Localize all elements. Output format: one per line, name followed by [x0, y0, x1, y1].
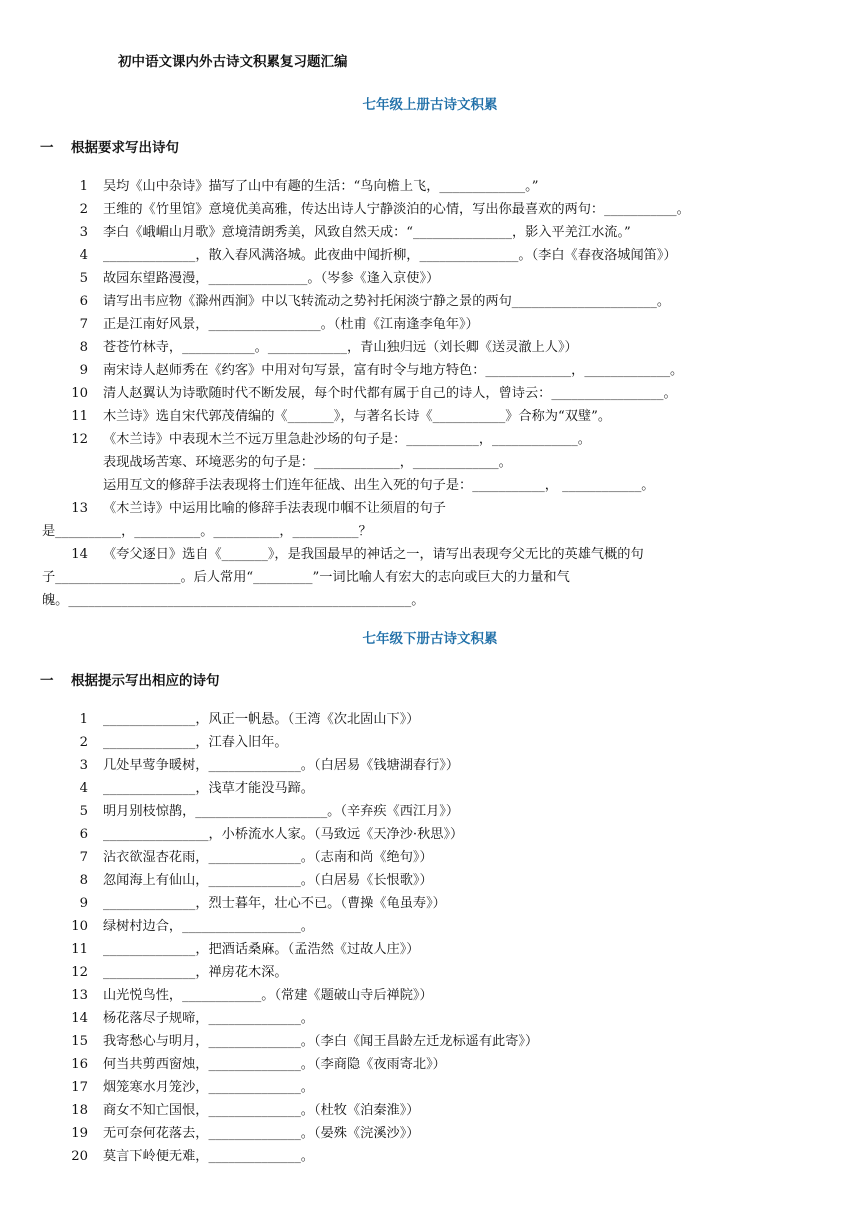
question-line	[0, 1007, 860, 1030]
question-number: 4	[79, 248, 88, 263]
question-text: 何当共剪西窗烛，______________。（李商隐《夜雨寄北》）	[103, 1057, 446, 1072]
question-text: ______________，浅草才能没马蹄。	[103, 781, 314, 796]
question-line	[0, 846, 860, 869]
question-number: 12	[71, 432, 88, 447]
question-line	[0, 589, 860, 612]
question-text: ______________，风正一帆悬。（王湾《次北固山下》）	[103, 712, 420, 727]
question-line	[0, 474, 860, 497]
question-text: 几处早莺争暖树，______________。（白居易《钱塘湖春行》）	[103, 758, 460, 773]
question-number: 13	[71, 501, 88, 516]
question-text: 绿树村边合，__________________。	[103, 919, 314, 934]
question-line	[0, 892, 860, 915]
question-text: 山光悦鸟性，____________。（常建《题破山寺后禅院》）	[103, 988, 433, 1003]
question-line	[0, 708, 860, 731]
question-number: 11	[71, 942, 88, 957]
section2-question-list	[0, 708, 860, 1168]
question-text: ______________，禅房花木深。	[103, 965, 288, 980]
question-number: 10	[71, 386, 88, 401]
question-text: 运用互文的修辞手法表现将士们连年征战、出生入死的句子是：___________， ____________。	[103, 478, 655, 493]
question-number: 2	[79, 735, 88, 750]
question-line	[0, 1053, 860, 1076]
question-text: 我寄愁心与明月，______________。（李白《闻王昌龄左迁龙标遥有此寄》）	[103, 1034, 539, 1049]
question-number: 12	[71, 965, 88, 980]
question-text: 表现战场苦寒、环境恶劣的句子是：_____________，_____________。	[103, 455, 512, 470]
question-text: ______________，把酒话桑麻。（孟浩然《过故人庄》）	[103, 942, 420, 957]
question-line	[0, 869, 860, 892]
question-number: 3	[79, 758, 88, 773]
question-line	[0, 497, 860, 520]
section1-subheading	[40, 136, 179, 156]
question-text: 《木兰诗》中运用比喻的修辞手法表现巾帼不让须眉的句子	[103, 501, 446, 516]
question-text: ______________，江春入旧年。	[103, 735, 288, 750]
question-text: 木兰诗》选自宋代郭茂倩编的《_______》，与著名长诗《___________》合称为“双璧”。	[103, 409, 612, 424]
question-line	[0, 1145, 860, 1168]
section-title-grade7-first: 七年级上册古诗文积累	[362, 97, 498, 113]
question-line	[0, 198, 860, 221]
question-text: 子___________________。后人常用“_________”一词比喻人有宏大的志向或巨大的力量和气	[42, 570, 570, 585]
question-line	[0, 451, 860, 474]
question-line	[0, 359, 860, 382]
question-line	[0, 221, 860, 244]
question-number: 19	[71, 1126, 88, 1141]
question-text: 清人赵翼认为诗歌随时代不断发展，每个时代都有属于自己的诗人，曾诗云：_________________。	[103, 386, 677, 401]
question-text: 故园东望路漫漫，_______________。（岑参《逢入京使》）	[103, 271, 440, 286]
question-text: 《夸父逐日》选自《_______》，是我国最早的神话之一，请写出表现夸父无比的英雄气概的句	[103, 547, 644, 562]
question-text: ______________，烈士暮年，壮心不已。（曹操《龟虽寿》）	[103, 896, 446, 911]
question-line	[0, 1076, 860, 1099]
subheading-text: 根据要求写出诗句	[71, 140, 179, 156]
question-line	[0, 405, 860, 428]
question-line	[0, 382, 860, 405]
question-line	[0, 777, 860, 800]
question-line	[0, 543, 860, 566]
question-number: 14	[71, 1011, 88, 1026]
question-text: ______________，散入春风满洛城。此夜曲中闻折柳，_______________。（李白《春夜洛城闻笛》）	[103, 248, 677, 263]
question-number: 9	[79, 896, 88, 911]
question-number: 8	[79, 873, 88, 888]
question-number: 2	[79, 202, 88, 217]
question-number: 8	[79, 340, 88, 355]
question-text: 南宋诗人赵师秀在《约客》中用对句写景，富有时令与地方特色：_____________，_____________。	[103, 363, 684, 378]
question-line	[0, 290, 860, 313]
question-number: 17	[71, 1080, 88, 1095]
question-number: 15	[71, 1034, 88, 1049]
question-number: 3	[79, 225, 88, 240]
question-number: 9	[79, 363, 88, 378]
question-text: ________________，小桥流水人家。（马致远《天净沙·秋思》）	[103, 827, 464, 842]
question-number: 10	[71, 919, 88, 934]
question-number: 14	[71, 547, 88, 562]
question-number: 7	[79, 850, 88, 865]
question-text: 杨花落尽子规啼，______________。	[103, 1011, 314, 1026]
question-line	[0, 938, 860, 961]
question-line	[0, 915, 860, 938]
question-line	[0, 1099, 860, 1122]
question-number: 4	[79, 781, 88, 796]
question-text: 烟笼寒水月笼沙，______________。	[103, 1080, 314, 1095]
question-line	[0, 520, 860, 543]
document-title: 初中语文课内外古诗文积累复习题汇编	[118, 54, 348, 70]
question-line	[0, 754, 860, 777]
subheading-text: 根据提示写出相应的诗句	[71, 673, 220, 689]
question-number: 16	[71, 1057, 88, 1072]
subheading-number: 一	[40, 673, 54, 689]
question-number: 13	[71, 988, 88, 1003]
question-text: 商女不知亡国恨，______________。（杜牧《泊秦淮》）	[103, 1103, 420, 1118]
section1-question-list	[0, 175, 860, 612]
question-text: 莫言下岭便无难，______________。	[103, 1149, 314, 1164]
subheading-number: 一	[40, 140, 54, 156]
question-line	[0, 336, 860, 359]
question-text: 明月别枝惊鹊，____________________。（辛弃疾《西江月》）	[103, 804, 460, 819]
question-number: 18	[71, 1103, 88, 1118]
question-text: 李白《峨嵋山月歌》意境清朗秀美，风致自然天成：“_______________，影入平羌江水流。”	[103, 225, 631, 240]
question-line	[0, 313, 860, 336]
question-number: 1	[79, 179, 88, 194]
question-text: 魄。____________________________________________________。	[42, 593, 425, 608]
question-number: 7	[79, 317, 88, 332]
question-text: 苍苍竹林寺，___________。____________，青山独归远（刘长卿《送灵澈上人》）	[103, 340, 578, 355]
question-line	[0, 984, 860, 1007]
question-number: 6	[79, 294, 88, 309]
question-text: 王维的《竹里馆》意境优美高雅，传达出诗人宁静淡泊的心情，写出你最喜欢的两句：___________。	[103, 202, 690, 217]
question-number: 5	[79, 804, 88, 819]
question-number: 20	[71, 1149, 88, 1164]
question-line	[0, 823, 860, 846]
question-line	[0, 267, 860, 290]
question-number: 6	[79, 827, 88, 842]
section-title-grade7-second: 七年级下册古诗文积累	[362, 631, 498, 647]
question-line	[0, 800, 860, 823]
question-line	[0, 175, 860, 198]
question-text: 忽闻海上有仙山，______________。（白居易《长恨歌》）	[103, 873, 433, 888]
question-text: 无可奈何花落去，______________。（晏殊《浣溪沙》）	[103, 1126, 420, 1141]
question-text: 是__________，__________。__________，__________？	[42, 524, 372, 539]
question-number: 1	[79, 712, 88, 727]
question-text: 沾衣欲湿杏花雨，______________。（志南和尚《绝句》）	[103, 850, 433, 865]
question-line	[0, 566, 860, 589]
question-line	[0, 428, 860, 451]
section2-subheading	[40, 669, 220, 689]
question-line	[0, 1030, 860, 1053]
question-line	[0, 244, 860, 267]
question-line	[0, 1122, 860, 1145]
question-number: 5	[79, 271, 88, 286]
question-text: 《木兰诗》中表现木兰不远万里急赴沙场的句子是：___________，_____________。	[103, 432, 591, 447]
question-text: 正是江南好风景，_________________。（杜甫《江南逢李龟年》）	[103, 317, 479, 332]
question-text: 吴均《山中杂诗》描写了山中有趣的生活：“鸟向檐上飞，_____________。”	[103, 179, 539, 194]
question-line	[0, 961, 860, 984]
question-text: 请写出韦应物《滁州西涧》中以飞转流动之势衬托闲淡宁静之景的两句______________________。	[103, 294, 671, 309]
question-line	[0, 731, 860, 754]
question-number: 11	[71, 409, 88, 424]
